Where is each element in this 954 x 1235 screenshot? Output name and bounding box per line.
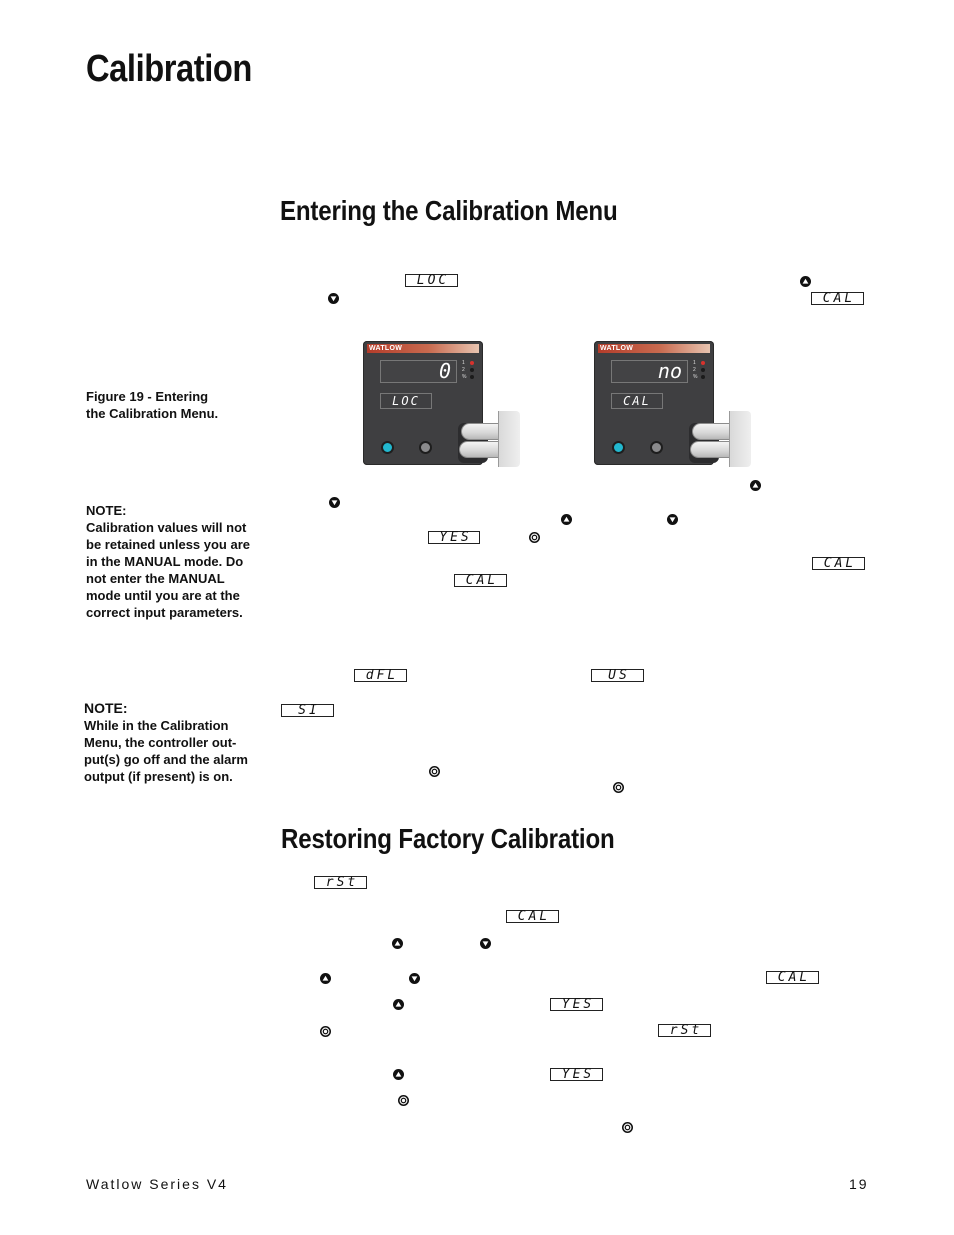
down-arrow-key-icon bbox=[667, 514, 678, 525]
output-1-led bbox=[470, 361, 474, 365]
lcd-rst: rSt bbox=[658, 1024, 711, 1037]
controller-model-label: V4 bbox=[502, 345, 511, 352]
hand-icon bbox=[729, 411, 751, 467]
note-manual-mode bbox=[86, 502, 256, 621]
lcd-loc: LOC bbox=[405, 274, 458, 287]
led-label-2: 2 bbox=[462, 367, 465, 373]
mode-key-icon bbox=[613, 782, 624, 793]
mode-key-icon bbox=[622, 1122, 633, 1133]
note-heading: NOTE: bbox=[86, 503, 127, 518]
note-heading: NOTE: bbox=[84, 700, 128, 716]
note-outputs bbox=[84, 700, 254, 785]
lcd-us: US bbox=[591, 669, 644, 682]
controller-brand-logo: WATLOW bbox=[369, 345, 403, 352]
controller-brand-logo: WATLOW bbox=[600, 345, 634, 352]
down-arrow-key-icon bbox=[409, 973, 420, 984]
page-title: Calibration bbox=[86, 48, 252, 90]
infinity-key-icon bbox=[650, 441, 663, 454]
led-label-percent: % bbox=[462, 374, 467, 380]
lcd-cal: CAL bbox=[454, 574, 507, 587]
lcd-cal: CAL bbox=[506, 910, 559, 923]
note-text: While in the Calibration Menu, the controller out-put(s) go off and the alarm output (if present) is on. bbox=[84, 718, 248, 784]
led-label-1: 1 bbox=[693, 360, 696, 366]
lcd-dfl: dFL bbox=[354, 669, 407, 682]
up-arrow-key-icon bbox=[393, 999, 404, 1010]
up-arrow-key-icon bbox=[320, 973, 331, 984]
output-1-led bbox=[701, 361, 705, 365]
down-arrow-key-icon bbox=[480, 938, 491, 949]
output-2-led bbox=[470, 368, 474, 372]
controller-parameter-display: LOC bbox=[380, 393, 432, 409]
controller-figure-right bbox=[594, 341, 750, 465]
up-arrow-key-icon bbox=[392, 938, 403, 949]
lcd-yes: YES bbox=[550, 998, 603, 1011]
led-label-1: 1 bbox=[462, 360, 465, 366]
led-label-percent: % bbox=[693, 374, 698, 380]
down-arrow-key-icon bbox=[329, 497, 340, 508]
mode-key-icon bbox=[320, 1026, 331, 1037]
lcd-yes: YES bbox=[550, 1068, 603, 1081]
controller-model-label: V4 bbox=[733, 345, 742, 352]
controller-figure-left bbox=[363, 341, 519, 465]
percent-led bbox=[470, 375, 474, 379]
up-arrow-key-icon bbox=[750, 480, 761, 491]
mode-key-icon bbox=[429, 766, 440, 777]
auto-manual-key-icon bbox=[612, 441, 625, 454]
controller-process-display: no bbox=[611, 360, 688, 383]
lcd-cal: CAL bbox=[812, 557, 865, 570]
lcd-rst: rSt bbox=[314, 876, 367, 889]
lcd-cal: CAL bbox=[811, 292, 864, 305]
controller-process-display: 0 bbox=[380, 360, 457, 383]
hand-icon bbox=[498, 411, 520, 467]
note-text: Calibration values will not be retained unless you are in the MANUAL mode. Do not enter the MANUAL mode until you are at the correct input parameters. bbox=[86, 520, 251, 620]
auto-manual-key-icon bbox=[381, 441, 394, 454]
infinity-key-icon bbox=[419, 441, 432, 454]
lcd-yes: YES bbox=[428, 531, 480, 544]
up-arrow-key-icon bbox=[561, 514, 572, 525]
mode-key-icon bbox=[398, 1095, 409, 1106]
figure-caption: Figure 19 - Entering the Calibration Menu. bbox=[86, 389, 219, 421]
up-arrow-key-icon bbox=[393, 1069, 404, 1080]
up-arrow-key-icon bbox=[800, 276, 811, 287]
mode-key-icon bbox=[529, 532, 540, 543]
controller-parameter-display: CAL bbox=[611, 393, 663, 409]
output-2-led bbox=[701, 368, 705, 372]
section-title-entering-calibration: Entering the Calibration Menu bbox=[280, 195, 618, 226]
led-label-2: 2 bbox=[693, 367, 696, 373]
percent-led bbox=[701, 375, 705, 379]
lcd-cal: CAL bbox=[766, 971, 819, 984]
footer-product-name: Watlow Series V4 bbox=[86, 1176, 228, 1192]
footer-page-number: 19 bbox=[849, 1176, 869, 1192]
section-title-restoring-calibration: Restoring Factory Calibration bbox=[281, 823, 615, 854]
down-arrow-key-icon bbox=[328, 293, 339, 304]
lcd-si: SI bbox=[281, 704, 334, 717]
